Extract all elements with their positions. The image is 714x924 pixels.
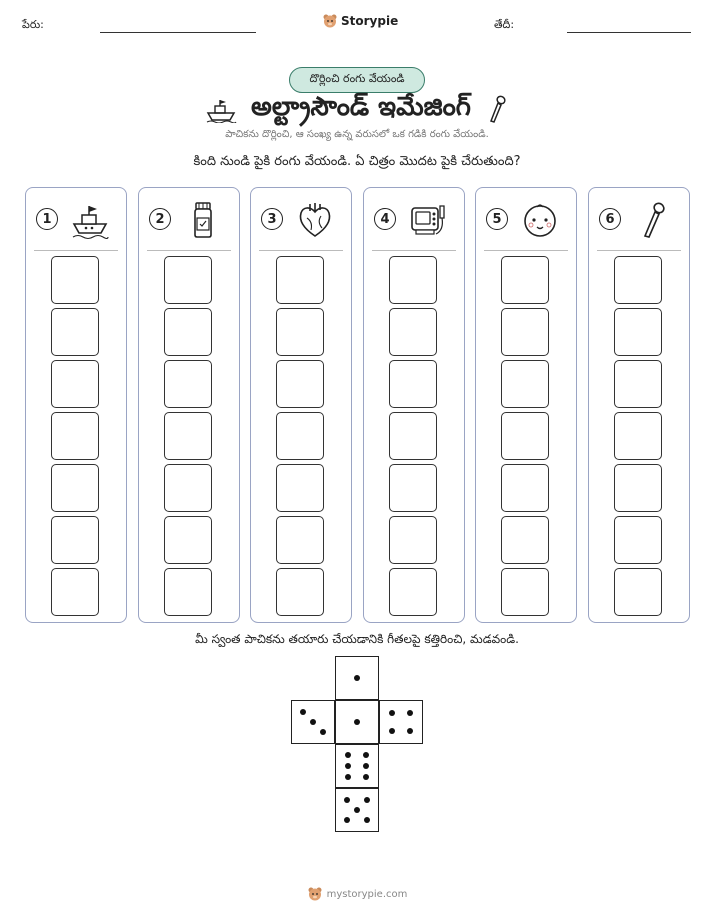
column-header [139, 188, 239, 250]
color-cell[interactable] [614, 568, 662, 616]
column-number: 2 [149, 208, 171, 230]
column-header [589, 188, 689, 250]
brand-logo [322, 13, 398, 29]
column-header [476, 188, 576, 250]
color-cell[interactable] [164, 516, 212, 564]
color-cell[interactable] [614, 516, 662, 564]
storypie-bear-icon [322, 13, 338, 29]
color-cell[interactable] [389, 360, 437, 408]
color-cell[interactable] [614, 256, 662, 304]
footer [0, 886, 714, 902]
column-divider [372, 250, 456, 251]
die-pip [389, 710, 395, 716]
color-cell[interactable] [614, 360, 662, 408]
color-cell[interactable] [501, 464, 549, 512]
boat-icon [70, 200, 110, 240]
die-pip [344, 817, 350, 823]
color-cell[interactable] [389, 464, 437, 512]
die-pip [345, 774, 351, 780]
column-number: 4 [374, 208, 396, 230]
die-pip [310, 719, 316, 725]
die-pip [364, 797, 370, 803]
color-cell[interactable] [389, 516, 437, 564]
color-cell[interactable] [51, 568, 99, 616]
column-5 [475, 187, 577, 623]
color-cell[interactable] [389, 308, 437, 356]
column-number: 5 [486, 208, 508, 230]
color-cell[interactable] [51, 412, 99, 460]
color-cell[interactable] [276, 256, 324, 304]
color-cell[interactable] [501, 360, 549, 408]
die-face-left[interactable] [291, 700, 335, 744]
die-pip [345, 752, 351, 758]
column-divider [259, 250, 343, 251]
color-cell[interactable] [51, 360, 99, 408]
color-cell[interactable] [501, 568, 549, 616]
column-number: 1 [36, 208, 58, 230]
color-cell[interactable] [51, 516, 99, 564]
die-pip [354, 675, 360, 681]
date-label: తేదీ: [494, 18, 515, 31]
color-cell[interactable] [276, 464, 324, 512]
cut-and-fold-instruction: మీ స్వంత పాచికను తయారు చేయడానికి గీతలపై కత్తిరించి, మడవండి. [195, 632, 519, 646]
die-pip [407, 728, 413, 734]
instruction-text: కింది నుండి పైకి రంగు వేయండి. ఏ చిత్రం మొదట పైకి చేరుతుంది? [193, 154, 521, 169]
color-cell[interactable] [164, 412, 212, 460]
die-face-lower[interactable] [335, 744, 379, 788]
color-cell[interactable] [614, 308, 662, 356]
color-cell[interactable] [276, 568, 324, 616]
color-cell[interactable] [164, 256, 212, 304]
color-cell[interactable] [276, 360, 324, 408]
die-pip [354, 807, 360, 813]
color-cell[interactable] [501, 412, 549, 460]
column-1 [25, 187, 127, 623]
title-row [0, 92, 714, 128]
ultrasound-probe-icon [633, 200, 673, 240]
column-divider [484, 250, 568, 251]
name-label: పేరు: [22, 18, 44, 31]
heart-icon [295, 200, 335, 240]
die-pip [300, 709, 306, 715]
subtitle: పాచికను దొర్లించి, ఆ సంఖ్య ఉన్న వరుసలో ఒక గడికి రంగు వేయండి. [225, 129, 489, 140]
color-cell[interactable] [164, 308, 212, 356]
die-pip [354, 719, 360, 725]
column-header [26, 188, 126, 250]
color-cell[interactable] [614, 412, 662, 460]
boat-icon [205, 97, 237, 123]
color-cell[interactable] [389, 256, 437, 304]
ultrasound-machine-icon [408, 200, 448, 240]
storypie-bear-icon [307, 886, 323, 902]
column-number: 3 [261, 208, 283, 230]
color-cell[interactable] [614, 464, 662, 512]
color-cell[interactable] [389, 412, 437, 460]
die-pip [345, 763, 351, 769]
column-divider [34, 250, 118, 251]
column-6 [588, 187, 690, 623]
color-cell[interactable] [164, 360, 212, 408]
roll-and-color-badge: దొర్లించి రంగు వేయండి [289, 67, 425, 93]
die-pip [389, 728, 395, 734]
die-face-center[interactable] [335, 700, 379, 744]
column-divider [597, 250, 681, 251]
color-cell[interactable] [276, 516, 324, 564]
color-cell[interactable] [501, 308, 549, 356]
baby-face-icon [520, 200, 560, 240]
page-title: అల్ట్రాసౌండ్ ఇమేజింగ్ [251, 92, 471, 122]
color-cell[interactable] [51, 256, 99, 304]
die-pip [363, 774, 369, 780]
die-face-top[interactable] [335, 656, 379, 700]
color-cell[interactable] [501, 516, 549, 564]
ultrasound-probe-icon [485, 94, 509, 126]
color-cell[interactable] [164, 464, 212, 512]
die-pip [364, 817, 370, 823]
die-pip [363, 752, 369, 758]
die-pip [407, 710, 413, 716]
medicine-bottle-icon [183, 200, 223, 240]
column-3 [250, 187, 352, 623]
column-divider [147, 250, 231, 251]
column-header [251, 188, 351, 250]
date-line[interactable] [567, 32, 691, 33]
color-cell[interactable] [164, 568, 212, 616]
column-number: 6 [599, 208, 621, 230]
name-line[interactable] [100, 32, 256, 33]
footer-url[interactable]: mystorypie.com [326, 888, 408, 900]
die-face-right[interactable] [379, 700, 423, 744]
brand-name: Storypie [341, 14, 399, 28]
column-4 [363, 187, 465, 623]
color-cell[interactable] [51, 464, 99, 512]
die-pip [320, 729, 326, 735]
color-cell[interactable] [389, 568, 437, 616]
color-cell[interactable] [501, 256, 549, 304]
column-2 [138, 187, 240, 623]
color-cell[interactable] [276, 412, 324, 460]
die-face-bottom[interactable] [335, 788, 379, 832]
die-pip [344, 797, 350, 803]
die-pip [363, 763, 369, 769]
column-header [364, 188, 464, 250]
color-cell[interactable] [51, 308, 99, 356]
color-cell[interactable] [276, 308, 324, 356]
